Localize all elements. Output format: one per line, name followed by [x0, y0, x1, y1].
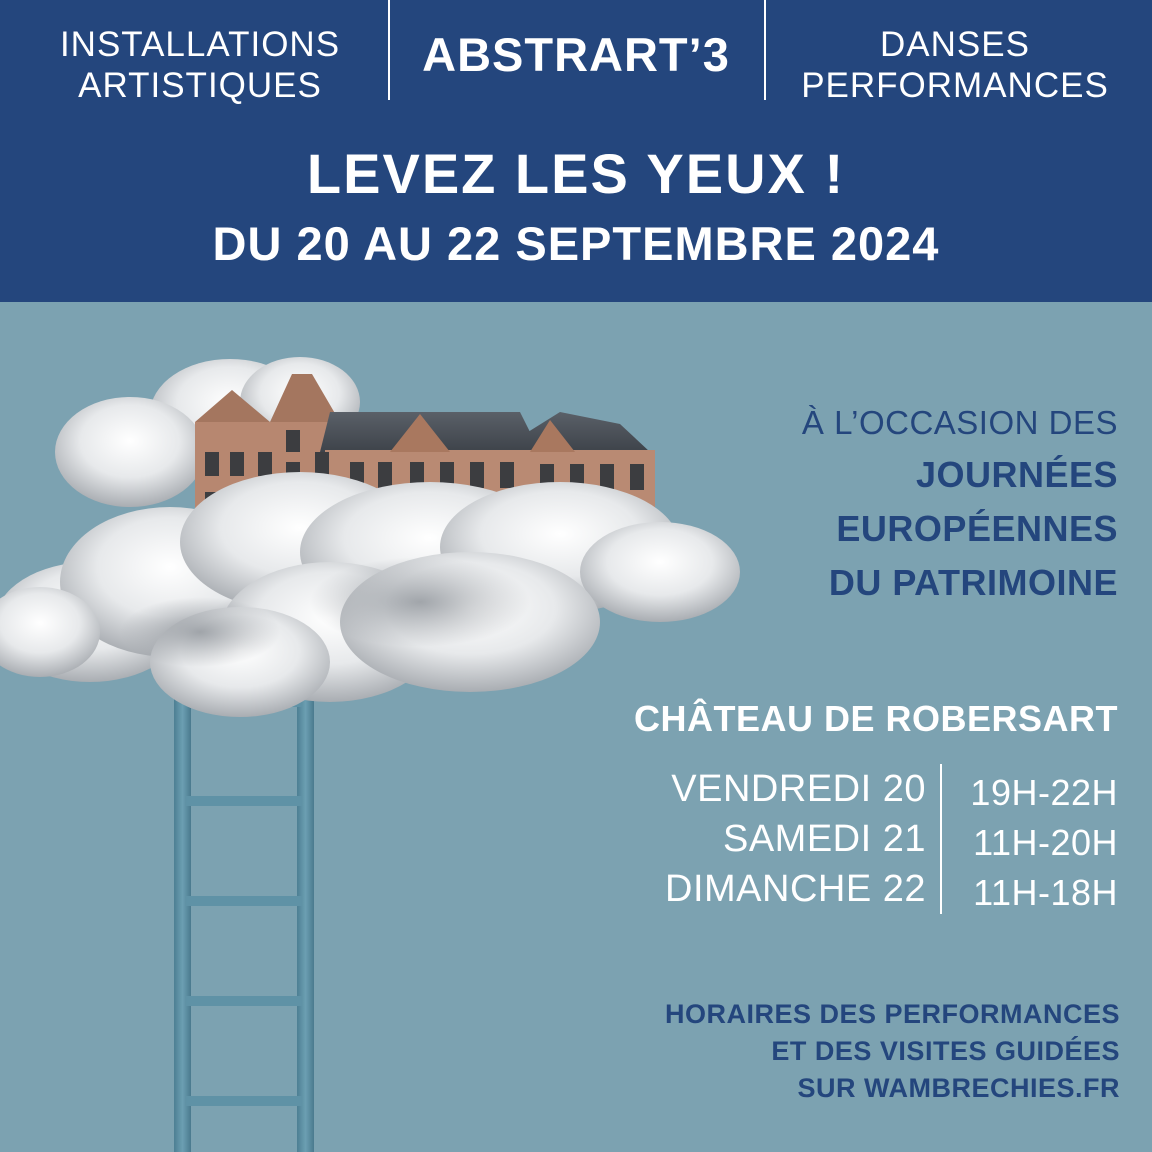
heritage-days-line1: JOURNÉES: [915, 454, 1118, 495]
heritage-days-title: [829, 448, 1118, 610]
schedule-hours: [970, 768, 1118, 918]
header-left-line1: INSTALLATIONS: [59, 25, 341, 64]
header-divider-right: [764, 0, 766, 100]
event-title: ABSTRART’3: [422, 28, 730, 81]
cloud-main: [0, 472, 740, 717]
venue-name: CHÂTEAU DE ROBERSART: [633, 698, 1118, 739]
header-right-line1: DANSES: [880, 25, 1030, 64]
schedule-day: SAMEDI 21: [722, 818, 926, 860]
header-right-label: [780, 24, 1130, 106]
schedule: [600, 764, 1120, 914]
schedule-days: [665, 764, 926, 914]
schedule-day: DIMANCHE 22: [665, 868, 926, 910]
heritage-days-line3: DU PATRIMOINE: [828, 562, 1118, 603]
event-dates: DU 20 AU 22 SEPTEMBRE 2024: [212, 217, 940, 270]
schedule-divider: [940, 764, 942, 914]
header-left-line2: ARTISTIQUES: [78, 66, 322, 105]
footer-line1: HORAIRES DES PERFORMANCES: [664, 999, 1120, 1029]
schedule-hours-item: 11H-20H: [973, 822, 1118, 863]
headline: LEVEZ LES YEUX !: [306, 142, 846, 205]
heritage-days-line2: EUROPÉENNES: [836, 508, 1118, 549]
footer-line2: ET DES VISITES GUIDÉES: [771, 1036, 1120, 1066]
header-band: [0, 0, 1152, 302]
schedule-hours-item: 11H-18H: [973, 872, 1118, 913]
footer-info: [665, 996, 1120, 1107]
schedule-hours-item: 19H-22H: [970, 772, 1118, 813]
schedule-day: VENDREDI 20: [671, 768, 926, 810]
header-left-label: [40, 24, 360, 106]
website-link[interactable]: SUR WAMBRECHIES.FR: [797, 1073, 1120, 1103]
header-right-line2: PERFORMANCES: [801, 66, 1109, 105]
occasion-intro: À L’OCCASION DES: [801, 404, 1118, 441]
